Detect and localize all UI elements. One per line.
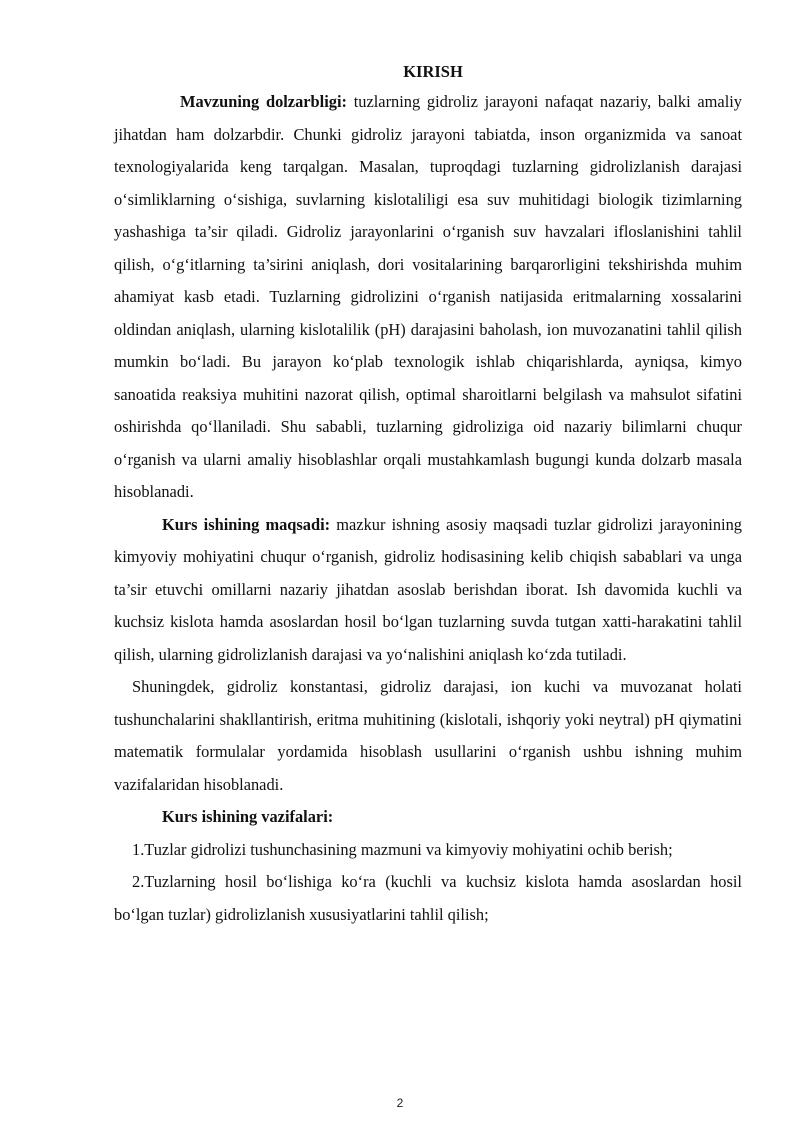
relevance-paragraph: [114, 86, 742, 509]
task-item: 1.Tuzlar gidrolizi tushunchasining mazmuni va kimyoviy mohiyatini ochib berish;: [132, 839, 673, 859]
goal-text: mazkur ishning asosiy maqsadi tuzlar gidrolizi jarayonining kimyoviy mohiyatini chuqur o‘rganish, gidroliz hodisasining kelib chiqish sabablari va unga ta’sir etuvchi omillarni nazariy jihatdan asoslab berishdan iborat. Ish davomida kuchli va kuchsiz kislota hamda asoslardan hosil bo‘lgan tuzlarning suvda tutgan xatti-harakatini tahlil qilish, ularning gidrolizlanish darajasi va yo‘nalishini aniqlash ko‘zda tutiladi.: [114, 514, 742, 664]
additional-text: Shuningdek, gidroliz konstantasi, gidroliz darajasi, ion kuchi va muvozanat holati tushunchalarini shakllantirish, eritma muhitining (kislotali, ishqoriy yoki neytral) pH qiymatini matematik formulalar yordamida hisoblash usullarini o‘rganish ushbu ishning muhim vazifalaridan hisoblanadi.: [114, 677, 742, 794]
tasks-heading: Kurs ishining vazifalari:: [162, 807, 334, 826]
relevance-heading: Mavzuning dolzarbligi:: [180, 92, 347, 111]
goal-paragraph: [114, 509, 742, 672]
page-number: 2: [396, 1096, 404, 1110]
section-title: KIRISH: [403, 62, 463, 81]
document-body: [114, 60, 742, 931]
tasks-heading-paragraph: [114, 801, 742, 834]
goal-heading: Kurs ishining maqsadi:: [162, 514, 331, 534]
task-item: 2.Tuzlarning hosil bo‘lishiga ko‘ra (kuchli va kuchsiz kislota hamda asoslardan hosil bo‘lgan tuzlar) gidrolizlanish xususiyatlarini tahlil qilish;: [114, 872, 742, 924]
additional-paragraph: [114, 671, 742, 801]
relevance-text: tuzlarning gidroliz jarayoni nafaqat nazariy, balki amaliy jihatdan ham dolzarbdir. Chunki gidroliz jarayoni tabiatda, inson organizmida va sanoat texnologiyalarida keng tarqalgan. Masalan, tuproqdagi tuzlarning gidrolizlanish darajasi o‘simliklarning o‘sishiga, suvlarning kislotaliligi esa suv muhitidagi biologik tizimlarning yashashiga ta’sir qiladi. Gidroliz jarayonlarini o‘rganish suv havzalari ifloslanishini tahlil qilish, o‘g‘itlarning ta’sirini aniqlash, dori vositalarining barqarorligini tekshirishda muhim ahamiyat kasb etadi. Tuzlarning gidrolizini o‘rganish natijasida eritmalarning xossalarini oldindan aniqlash, ularning kislotalilik (pH) darajasini baholash, ion muvozanatini tahlil qilish mumkin bo‘ladi. Bu jarayon ko‘plab texnologik ishlab chiqarishlarda, ayniqsa, kimyo sanoatida reaksiya muhitini nazorat qilish, optimal sharoitlarni belgilash va mahsulot sifatini oshirishda qo‘llaniladi. Shu sababli, tuzlarning gidroliziga oid nazariy bilimlarni chuqur o‘rganish va ularni amaliy hisoblashlar orqali mustahkamlash bugungi kunda dolzarb masala hisoblanadi.: [114, 92, 743, 501]
